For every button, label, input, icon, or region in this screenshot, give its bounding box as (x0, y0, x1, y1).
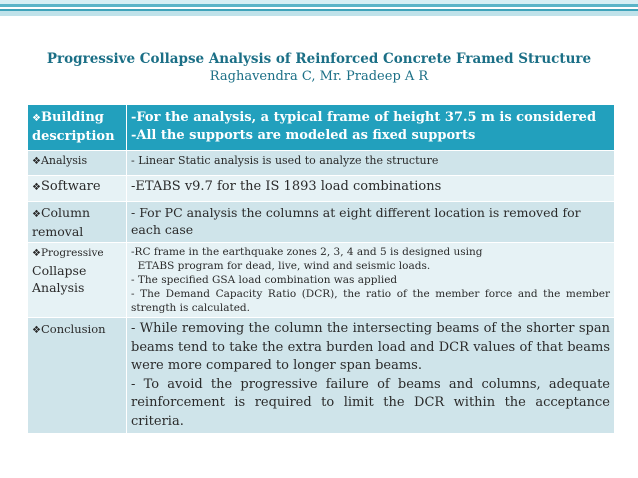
stripe-pale (0, 11, 638, 16)
row-building-description (28, 105, 615, 151)
content-conclusion: - While removing the column the intersecting beams of the shorter span beams tend to take the extra burden load and DCR values of that beams were more compared to longer span beams. - To avoid the progressive failure of beams and columns, adequate reinforcement is required to limit the DCR within the acceptance criteria. (127, 318, 615, 434)
label-building-description: ❖Building description (28, 105, 127, 151)
row-analysis (28, 151, 615, 176)
top-decorative-stripes (0, 0, 638, 18)
diamond-bullet-icon: ❖ (32, 156, 41, 167)
diamond-bullet-icon: ❖ (32, 182, 41, 193)
label-progressive-collapse: ❖Progressive Collapse Analysis (28, 243, 127, 318)
diamond-bullet-icon: ❖ (32, 325, 41, 336)
diamond-bullet-icon: ❖ (32, 113, 41, 124)
diamond-bullet-icon: ❖ (32, 248, 41, 259)
content-progressive-collapse: -RC frame in the earthquake zones 2, 3, 4 and 5 is designed using ETABS program for dead, live, wind and seismic loads. - The specified GSA load combination was applied - The Demand Capacity Ratio (DCR), the ratio of the member force and the member strength is calculated. (127, 243, 615, 318)
info-table (27, 104, 615, 434)
content-analysis: - Linear Static analysis is used to analyze the structure (127, 151, 615, 176)
diamond-bullet-icon: ❖ (32, 209, 41, 220)
row-progressive-collapse (28, 243, 615, 318)
slide-title: Progressive Collapse Analysis of Reinforced Concrete Framed Structure (46, 51, 592, 67)
content-column-removal: - For PC analysis the columns at eight different location is removed for each case (127, 202, 615, 243)
slide-authors: Raghavendra C, Mr. Pradeep A R (209, 69, 429, 84)
row-column-removal (28, 202, 615, 243)
label-conclusion: ❖Conclusion (28, 318, 127, 434)
content-building-description: -For the analysis, a typical frame of height 37.5 m is considered -All the supports are modeled as fixed supports (127, 105, 615, 151)
content-software: -ETABS v9.7 for the IS 1893 load combinations (127, 176, 615, 202)
label-analysis: ❖Analysis (28, 151, 127, 176)
row-software (28, 176, 615, 202)
label-column-removal: ❖Column removal (28, 202, 127, 243)
row-conclusion (28, 318, 615, 434)
label-software: ❖Software (28, 176, 127, 202)
